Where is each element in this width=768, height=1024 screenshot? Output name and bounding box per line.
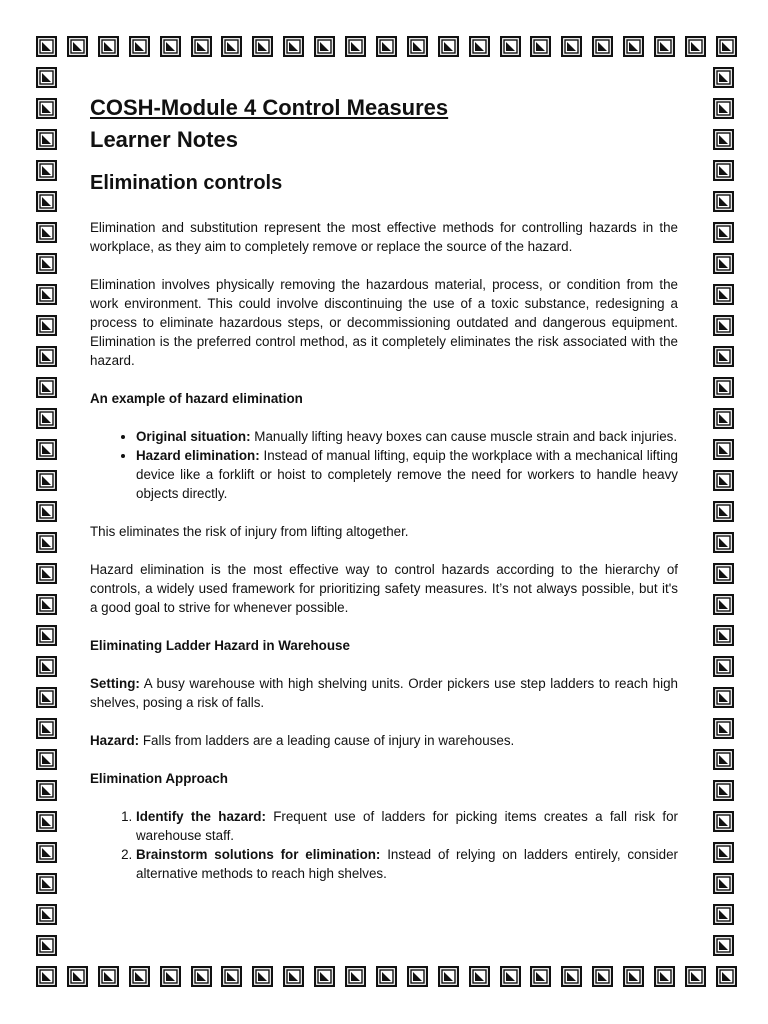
- corner-triangle-icon: [623, 36, 644, 57]
- corner-triangle-icon: [36, 284, 57, 305]
- corner-triangle-icon: [530, 36, 551, 57]
- corner-triangle-icon: [713, 780, 734, 801]
- corner-triangle-icon: [713, 625, 734, 646]
- list-item-text: Manually lifting heavy boxes can cause muscle strain and back injuries.: [250, 429, 678, 444]
- corner-triangle-icon: [160, 36, 181, 57]
- corner-triangle-icon: [98, 36, 119, 57]
- corner-triangle-icon: [36, 253, 57, 274]
- corner-triangle-icon: [713, 501, 734, 522]
- corner-triangle-icon: [713, 253, 734, 274]
- list-item: [136, 446, 678, 503]
- hazard-label: Hazard:: [90, 733, 140, 748]
- corner-triangle-icon: [36, 656, 57, 677]
- corner-triangle-icon: [36, 36, 57, 57]
- corner-triangle-icon: [36, 129, 57, 150]
- paragraph: Elimination involves physically removing the hazardous material, process, or condition from the work environment. This could involve discontinuing the use of a toxic substance, redesigning a process to eliminate hazardous steps, or decommissioning outdated and dangerous equipment. Elimination is the preferred control method, as it completely eliminates the risk associated with the hazard.: [90, 277, 678, 368]
- corner-triangle-icon: [36, 935, 57, 956]
- document-subtitle: Learner Notes: [90, 127, 238, 152]
- corner-triangle-icon: [500, 36, 521, 57]
- corner-triangle-icon: [160, 966, 181, 987]
- subheading: Eliminating Ladder Hazard in Warehouse: [90, 638, 350, 653]
- corner-triangle-icon: [713, 687, 734, 708]
- corner-triangle-icon: [713, 315, 734, 336]
- corner-triangle-icon: [407, 966, 428, 987]
- list-item-text: Frequent use of ladders for picking items creates a fall risk for warehouse staff.: [136, 809, 678, 843]
- corner-triangle-icon: [36, 315, 57, 336]
- corner-triangle-icon: [713, 718, 734, 739]
- corner-triangle-icon: [713, 160, 734, 181]
- corner-triangle-icon: [36, 904, 57, 925]
- corner-triangle-icon: [713, 346, 734, 367]
- corner-triangle-icon: [713, 284, 734, 305]
- corner-triangle-icon: [713, 470, 734, 491]
- document-title: COSH-Module 4 Control Measures: [90, 95, 449, 120]
- document-body: [90, 92, 678, 902]
- corner-triangle-icon: [713, 532, 734, 553]
- corner-triangle-icon: [36, 842, 57, 863]
- corner-triangle-icon: [561, 966, 582, 987]
- corner-triangle-icon: [36, 873, 57, 894]
- setting-text: A busy warehouse with high shelving units. Order pickers use step ladders to reach high shelves, posing a risk of falls.: [90, 676, 678, 710]
- list-item-label: Brainstorm solutions for elimination:: [136, 847, 381, 862]
- corner-triangle-icon: [36, 811, 57, 832]
- corner-triangle-icon: [685, 966, 706, 987]
- corner-triangle-icon: [252, 966, 273, 987]
- corner-triangle-icon: [561, 36, 582, 57]
- corner-triangle-icon: [592, 966, 613, 987]
- corner-triangle-icon: [713, 408, 734, 429]
- corner-triangle-icon: [713, 67, 734, 88]
- corner-triangle-icon: [283, 36, 304, 57]
- list-item-label: Identify the hazard:: [136, 809, 266, 824]
- corner-triangle-icon: [345, 36, 366, 57]
- corner-triangle-icon: [713, 904, 734, 925]
- example-list: [90, 427, 678, 503]
- corner-triangle-icon: [685, 36, 706, 57]
- corner-triangle-icon: [713, 563, 734, 584]
- corner-triangle-icon: [713, 222, 734, 243]
- corner-triangle-icon: [530, 966, 551, 987]
- list-item: [136, 807, 678, 845]
- corner-triangle-icon: [469, 966, 490, 987]
- section-heading: Elimination controls: [90, 172, 283, 194]
- corner-triangle-icon: [345, 966, 366, 987]
- corner-triangle-icon: [191, 36, 212, 57]
- corner-triangle-icon: [36, 346, 57, 367]
- setting-label: Setting:: [90, 676, 140, 691]
- corner-triangle-icon: [221, 36, 242, 57]
- corner-triangle-icon: [713, 935, 734, 956]
- setting-paragraph: [90, 674, 678, 712]
- corner-triangle-icon: [36, 501, 57, 522]
- corner-triangle-icon: [221, 966, 242, 987]
- corner-triangle-icon: [713, 191, 734, 212]
- corner-triangle-icon: [36, 687, 57, 708]
- corner-triangle-icon: [376, 966, 397, 987]
- list-item: [136, 427, 678, 446]
- corner-triangle-icon: [713, 594, 734, 615]
- approach-list: [90, 807, 678, 883]
- corner-triangle-icon: [716, 36, 737, 57]
- corner-triangle-icon: [713, 377, 734, 398]
- corner-triangle-icon: [36, 98, 57, 119]
- corner-triangle-icon: [36, 966, 57, 987]
- corner-triangle-icon: [713, 129, 734, 150]
- corner-triangle-icon: [592, 36, 613, 57]
- list-item-label: Hazard elimination:: [136, 448, 260, 463]
- corner-triangle-icon: [654, 36, 675, 57]
- corner-triangle-icon: [713, 842, 734, 863]
- list-item-label: Original situation:: [136, 429, 251, 444]
- corner-triangle-icon: [716, 966, 737, 987]
- corner-triangle-icon: [36, 718, 57, 739]
- corner-triangle-icon: [36, 563, 57, 584]
- corner-triangle-icon: [36, 160, 57, 181]
- corner-triangle-icon: [36, 377, 57, 398]
- corner-triangle-icon: [36, 780, 57, 801]
- paragraph: Elimination and substitution represent the most effective methods for controlling hazards in the workplace, as they aim to completely remove or replace the source of the hazard.: [90, 220, 678, 254]
- corner-triangle-icon: [36, 439, 57, 460]
- hazard-paragraph: [90, 731, 678, 750]
- corner-triangle-icon: [713, 873, 734, 894]
- subheading: An example of hazard elimination: [90, 391, 303, 406]
- corner-triangle-icon: [67, 36, 88, 57]
- corner-triangle-icon: [623, 966, 644, 987]
- corner-triangle-icon: [713, 439, 734, 460]
- corner-triangle-icon: [36, 67, 57, 88]
- corner-triangle-icon: [36, 408, 57, 429]
- corner-triangle-icon: [713, 656, 734, 677]
- corner-triangle-icon: [98, 966, 119, 987]
- corner-triangle-icon: [36, 625, 57, 646]
- corner-triangle-icon: [438, 36, 459, 57]
- list-item-text: Instead of manual lifting, equip the workplace with a mechanical lifting device like a forklift or hoist to completely remove the need for workers to handle heavy objects directly.: [136, 448, 678, 501]
- corner-triangle-icon: [36, 749, 57, 770]
- corner-triangle-icon: [129, 36, 150, 57]
- corner-triangle-icon: [376, 36, 397, 57]
- corner-triangle-icon: [314, 966, 335, 987]
- corner-triangle-icon: [500, 966, 521, 987]
- hazard-text: Falls from ladders are a leading cause of injury in warehouses.: [139, 733, 515, 748]
- corner-triangle-icon: [438, 966, 459, 987]
- corner-triangle-icon: [314, 36, 335, 57]
- corner-triangle-icon: [36, 594, 57, 615]
- corner-triangle-icon: [654, 966, 675, 987]
- paragraph: Hazard elimination is the most effective way to control hazards according to the hierarchy of controls, a widely used framework for prioritizing safety measures. It’s not always possible, but it's a good goal to strive for whenever possible.: [90, 562, 678, 615]
- corner-triangle-icon: [469, 36, 490, 57]
- corner-triangle-icon: [252, 36, 273, 57]
- corner-triangle-icon: [36, 191, 57, 212]
- corner-triangle-icon: [191, 966, 212, 987]
- subheading: Elimination Approach: [90, 771, 228, 786]
- corner-triangle-icon: [36, 222, 57, 243]
- corner-triangle-icon: [129, 966, 150, 987]
- corner-triangle-icon: [36, 470, 57, 491]
- corner-triangle-icon: [67, 966, 88, 987]
- corner-triangle-icon: [713, 98, 734, 119]
- list-item: [136, 845, 678, 883]
- corner-triangle-icon: [713, 811, 734, 832]
- paragraph: This eliminates the risk of injury from lifting altogether.: [90, 524, 409, 539]
- corner-triangle-icon: [283, 966, 304, 987]
- corner-triangle-icon: [407, 36, 428, 57]
- list-item-text: Instead of relying on ladders entirely, consider alternative methods to reach high shelves.: [136, 847, 678, 881]
- corner-triangle-icon: [36, 532, 57, 553]
- corner-triangle-icon: [713, 749, 734, 770]
